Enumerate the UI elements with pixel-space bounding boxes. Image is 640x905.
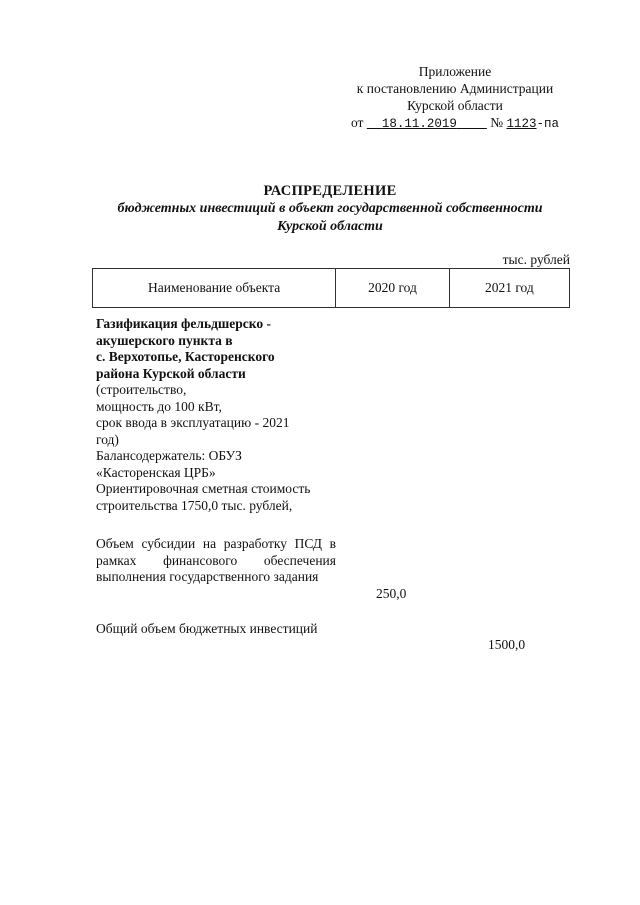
object-name-line: Газификация фельдшерско - [96,316,272,331]
column-header-2021: 2021 год [449,269,569,308]
decree-number: 1123 [506,117,537,131]
title-heading: РАСПРЕДЕЛЕНИЕ [263,183,397,199]
title-subheading-2: Курской области [277,219,383,234]
budget-table-header [92,268,570,308]
column-header-object: Наименование объекта [93,269,336,308]
object-name [96,316,336,382]
object-detail-line: срок ввода в эксплуатацию - 2021 [96,415,290,430]
date-prefix: от [350,115,364,130]
appendix-header [330,63,580,133]
subsidy-description: Объем субсидии на разработку ПСД в рамках финансового обеспечения выполнения государственного задания [96,536,336,584]
object-detail-line: «Касторенская ЦРБ» [96,464,216,480]
object-detail-line: (строительство, [96,382,187,397]
appendix-decree: к постановлению Администрации [356,81,554,96]
object-detail-line: Ориентировочная сметная стоимость [96,481,311,496]
object-detail-line: Балансодержатель: ОБУЗ [96,448,242,463]
object-detail-line: строительства 1750,0 тыс. рублей, [96,497,293,513]
object-detail-line: год) [96,431,119,447]
object-details [96,382,336,514]
object-name-line: акушерского пункта в [96,332,233,348]
document-title [60,182,600,236]
number-prefix: № [490,115,504,130]
total-value-2021: 1500,0 [488,637,526,652]
subsidy-value-2020: 250,0 [376,586,407,601]
column-header-2020: 2020 год [336,269,449,308]
object-name-line: с. Верхотопье, Касторенского [96,349,275,364]
title-subheading-1: бюджетных инвестиций в объект государственной собственности [117,201,543,216]
object-name-line: района Курской области [96,365,246,381]
decree-number-suffix: -па [536,117,560,131]
units-label: тыс. рублей [502,252,570,267]
appendix-title: Приложение [418,64,492,79]
appendix-date-number [330,114,580,133]
object-detail-line: мощность до 100 кВт, [96,398,222,414]
decree-date: 18.11.2019 [381,117,457,131]
appendix-region: Курской области [407,98,503,113]
total-description: Общий объем бюджетных инвестиций [96,621,318,636]
